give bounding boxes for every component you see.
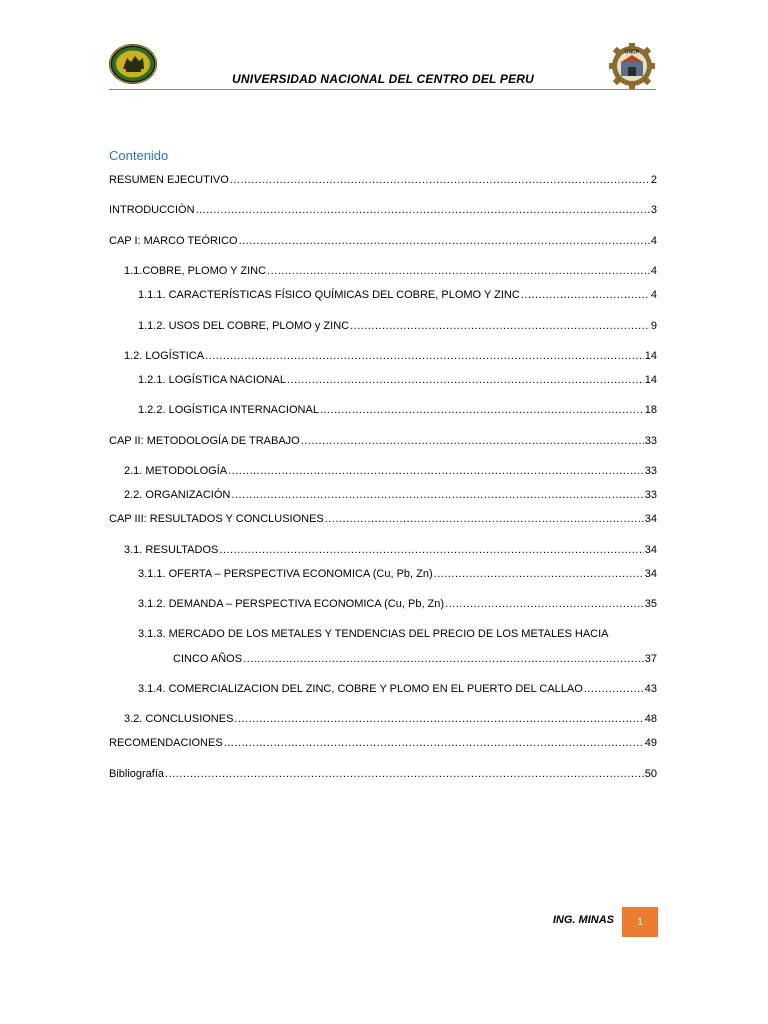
footer-label: ING. MINAS: [552, 914, 614, 926]
toc-entry-page: 33: [644, 435, 657, 447]
leader-dots: [584, 683, 644, 695]
leader-dots: [325, 513, 644, 525]
toc-entry-page: 18: [644, 404, 657, 416]
toc-entry-label: 3.1.4. COMERCIALIZACION DEL ZINC, COBRE Y PLOMO EN EL PUERTO DEL CALLAO: [138, 683, 583, 695]
toc-entry-1-1-2[interactable]: [109, 320, 657, 336]
toc-entry-page: 49: [644, 737, 657, 749]
toc-entry-label: 1.2.1. LOGÍSTICA NACIONAL: [138, 374, 286, 386]
faculty-gear-emblem-icon: [608, 43, 656, 89]
leader-dots: [219, 544, 643, 556]
toc-entry-page: 3: [650, 204, 657, 216]
toc-entry-page: 4: [650, 235, 657, 247]
leader-dots: [350, 320, 650, 332]
leader-dots: [320, 404, 644, 416]
toc-entry-page: 14: [644, 374, 657, 386]
leader-dots: [230, 174, 650, 186]
leader-dots: [301, 435, 644, 447]
toc-entry-label: 1.1.2. USOS DEL COBRE, PLOMO y ZINC: [138, 320, 350, 332]
toc-entry-introduccion[interactable]: [109, 204, 657, 220]
toc-entry-label: CAP III: RESULTADOS Y CONCLUSIONES: [109, 513, 324, 525]
leader-dots: [243, 653, 644, 665]
toc-entry-page: 14: [644, 350, 657, 362]
toc-entry-page: 34: [644, 513, 657, 525]
toc-entry-page: 34: [644, 568, 657, 580]
toc-entry-1-1-1[interactable]: [109, 289, 657, 305]
toc-entry-page: 2: [650, 174, 657, 186]
toc-entry-label: 1.2.2. LOGÍSTICA INTERNACIONAL: [138, 404, 319, 416]
toc-entry-page: 43: [644, 683, 657, 695]
toc-entry-page: 37: [644, 653, 657, 665]
toc-entry-label: 1.1.COBRE, PLOMO Y ZINC: [124, 265, 267, 277]
toc-entry-page: 4: [650, 265, 657, 277]
toc-entry-3-1-2[interactable]: [109, 598, 657, 614]
toc-entry-label: 1.2. LOGÍSTICA: [124, 350, 205, 362]
leader-dots: [239, 235, 650, 247]
leader-dots: [287, 374, 644, 386]
leader-dots: [234, 713, 643, 725]
toc-entry-3-1-1[interactable]: [109, 568, 657, 584]
toc-entry-cap2[interactable]: [109, 435, 657, 451]
leader-dots: [521, 289, 650, 301]
toc-entry-page: 35: [644, 598, 657, 610]
toc-entry-1-2-1[interactable]: [109, 374, 657, 390]
toc-entry-3-1-4[interactable]: [109, 683, 657, 699]
toc-entry-3-1[interactable]: [109, 544, 657, 560]
toc-entry-cap3[interactable]: [109, 513, 657, 529]
toc-entry-1-1[interactable]: [109, 265, 657, 281]
toc-entry-page: 50: [644, 768, 657, 780]
toc-entry-bibliografia[interactable]: [109, 768, 657, 784]
toc-entry-1-2[interactable]: [109, 350, 657, 366]
toc-entry-label: 3.2. CONCLUSIONES: [124, 713, 234, 725]
toc-entry-label: CAP I: MARCO TEÓRICO: [109, 235, 238, 247]
leader-dots: [205, 350, 644, 362]
toc-entry-resumen[interactable]: [109, 174, 657, 190]
toc-entry-page: 9: [650, 320, 657, 332]
toc-entry-2-2[interactable]: [109, 489, 657, 505]
toc-entry-1-2-2[interactable]: [109, 404, 657, 420]
leader-dots: [224, 737, 644, 749]
toc-entry-label: 3.1.1. OFERTA – PERSPECTIVA ECONOMICA (Cu, Pb, Zn): [138, 568, 433, 580]
toc-entry-page: 33: [644, 489, 657, 501]
toc-entry-3-1-3[interactable]: [109, 653, 657, 669]
toc-heading: Contenido: [109, 148, 169, 163]
university-seal-icon: [108, 43, 158, 85]
toc-entry-label: 2.2. ORGANIZACIÓN: [124, 489, 231, 501]
leader-dots: [231, 489, 643, 501]
leader-dots: [196, 204, 650, 216]
header-rule: [109, 89, 656, 90]
leader-dots: [165, 768, 644, 780]
page-number-badge: 1: [622, 907, 658, 937]
leader-dots: [267, 265, 650, 277]
toc-entry-3-1-3-line1[interactable]: 3.1.3. MERCADO DE LOS METALES Y TENDENCIAS DEL PRECIO DE LOS METALES HACIA: [138, 628, 609, 640]
header-title: UNIVERSIDAD NACIONAL DEL CENTRO DEL PERU: [231, 72, 535, 86]
toc-entry-label: RESUMEN EJECUTIVO: [109, 174, 229, 186]
toc-entry-label: Bibliografía: [109, 768, 165, 780]
toc-entry-label: 3.1.2. DEMANDA – PERSPECTIVA ECONOMICA (Cu, Pb, Zn): [138, 598, 445, 610]
toc-entry-page: 48: [644, 713, 657, 725]
toc-entry-page: 33: [644, 465, 657, 477]
toc-entry-3-2[interactable]: [109, 713, 657, 729]
toc-entry-label: RECOMENDACIONES: [109, 737, 223, 749]
toc-entry-label: INTRODUCCIÒN: [109, 204, 195, 216]
leader-dots: [434, 568, 644, 580]
toc-entry-recomendaciones[interactable]: [109, 737, 657, 753]
leader-dots: [445, 598, 644, 610]
toc-entry-label: CINCO AÑOS: [173, 653, 243, 665]
emblem-label: UNCP: [624, 49, 640, 56]
toc-entry-cap1[interactable]: [109, 235, 657, 251]
toc-entry-label: 3.1. RESULTADOS: [124, 544, 219, 556]
toc-entry-label: CAP II: METODOLOGÍA DE TRABAJO: [109, 435, 300, 447]
toc-entry-2-1[interactable]: [109, 465, 657, 481]
toc-entry-page: 34: [644, 544, 657, 556]
toc-entry-label: 1.1.1. CARACTERÍSTICAS FÍSICO QUÍMICAS DEL COBRE, PLOMO Y ZINC: [138, 289, 520, 301]
toc-entry-page: 4: [650, 289, 657, 301]
leader-dots: [228, 465, 644, 477]
toc-entry-label: 2.1. METODOLOGÍA: [124, 465, 228, 477]
